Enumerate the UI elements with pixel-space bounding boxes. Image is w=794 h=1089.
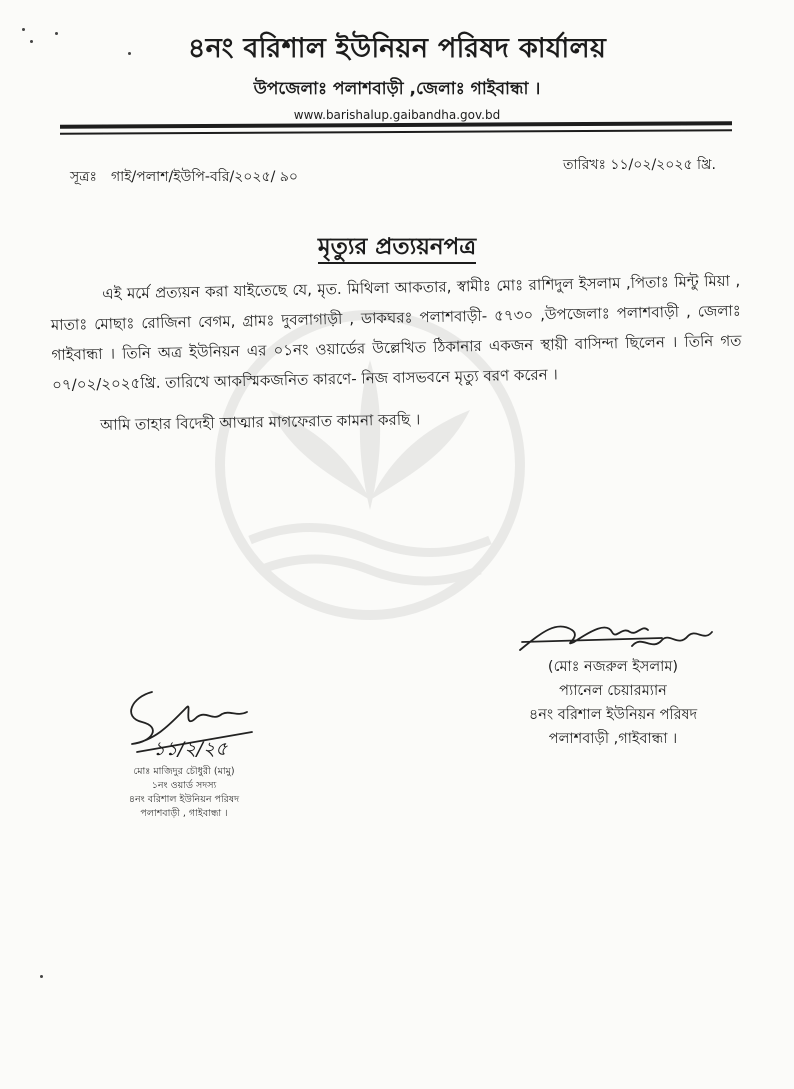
scan-speck (40, 975, 43, 978)
chairman-location: পলাশবাড়ী ,গাইবান্ধা । (548, 731, 678, 747)
header-divider-thick (60, 121, 732, 129)
document-title-wrap (0, 228, 794, 267)
member-designation: ১নং ওয়ার্ড সদস্য (151, 780, 217, 791)
chairman-designation: প্যানেল চেয়ারম্যান (559, 683, 667, 699)
office-address: উপজেলাঃ পলাশবাড়ী ,জেলাঃ গাইবান্ধা । (253, 79, 541, 99)
header-divider-thin (60, 129, 732, 134)
office-website: www.barishalup.gaibandha.gov.bd (293, 108, 501, 122)
office-title: ৪নং বরিশাল ইউনিয়ন পরিষদ কার্যালয় (187, 33, 607, 64)
closing-line: আমি তাহার বিদেহী আত্মার মাগফেরাত কামনা করছি । (100, 410, 421, 434)
chairman-signature-icon (512, 612, 722, 660)
chairman-signatory (478, 655, 748, 751)
chairman-office: ৪নং বরিশাল ইউনিয়ন পরিষদ (528, 707, 698, 723)
member-signatory (84, 765, 284, 821)
member-office: ৪নং বরিশাল ইউনিয়ন পরিষদ (128, 794, 240, 805)
document-title: মৃত্যুর প্রত্যয়নপত্র (318, 234, 476, 264)
reference-line (70, 165, 298, 189)
member-name: মোঃ মাজিদুর চৌধুরী (মামু) (133, 766, 235, 777)
reference-number: গাই/পলাশ/ইউপি-বরি/২০২৫/ ৯০ (111, 169, 298, 185)
member-signature-date: ১১/২/২৫ (153, 738, 228, 760)
certificate-body: এই মর্মে প্রত্যয়ন করা যাইতেছে যে, মৃত. মিথিলা আকতার, স্বামীঃ মোঃ রাশিদুল ইসলাম ,পিতাঃ মিন্টু মিয়া , মাতাঃ মোছাঃ রোজিনা বেগম, গ্রামঃ দুবলাগাড়ী , ডাকঘরঃ পলাশবাড়ী- ৫৭৩০ ,উপজেলাঃ পলাশবাড়ী , জেলাঃ গাইবান্ধা । তিনি অত্র ইউনিয়ন এর ০১নং ওয়ার্ডের উল্লেখিত ঠিকানার একজন স্থায়ী বাসিন্দা ছিলেন । তিনি গত ০৭/০২/২০২৫খ্রি. তারিখে আকস্মিকজনিত কারণে- নিজ বাসভবনে মৃত্যু বরণ করেন । (50, 271, 742, 394)
issue-date: তারিখঃ ১১/০২/২০২৫ খ্রি. (563, 157, 716, 173)
member-location: পলাশবাড়ী , গাইবান্ধা । (140, 808, 228, 819)
reference-label: সূত্রঃ (70, 169, 97, 185)
chairman-name: (মোঃ নজরুল ইসলাম) (547, 659, 679, 675)
